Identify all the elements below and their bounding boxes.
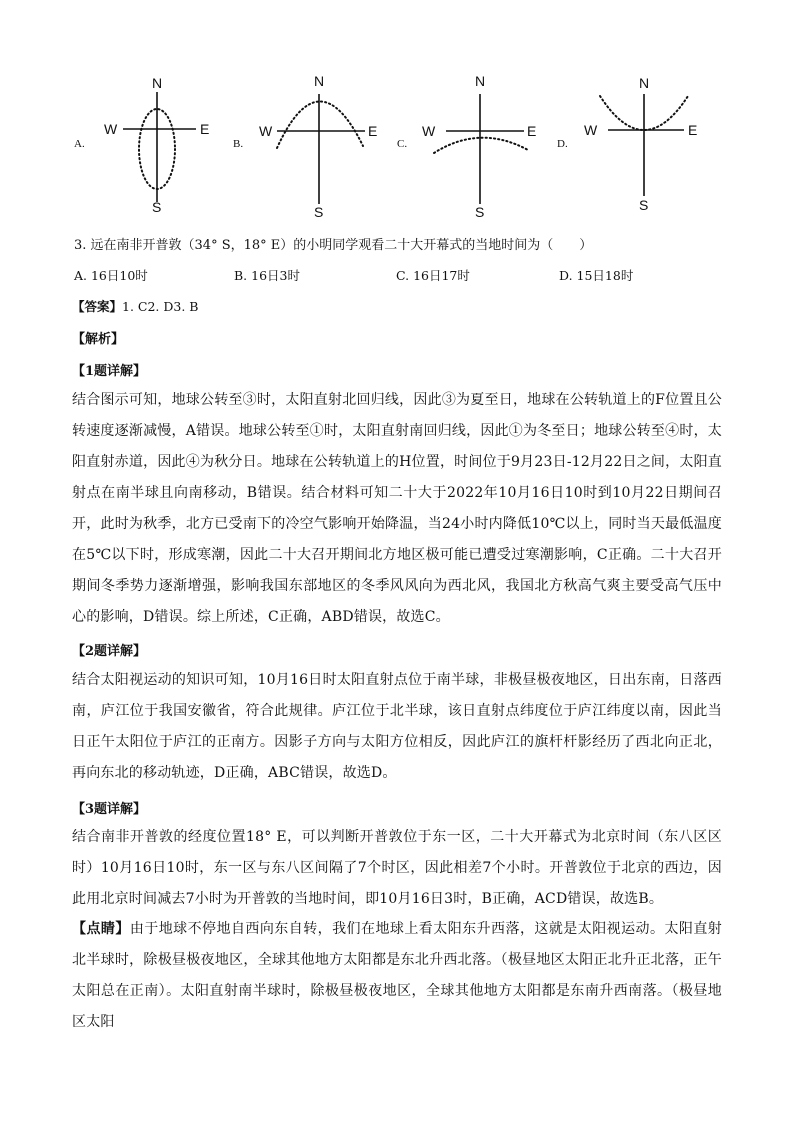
south-label: S [152,199,162,215]
option-b-diagram [255,66,385,220]
sun-path-arc [277,101,363,148]
detail-2-text: 结合太阳视运动的知识可知，10月16日时太阳直射点位于南半球，非极昼极夜地区，日出东南，日落西南，庐江位于我国安徽省，符合此规律。庐江位于北半球，该日直射点纬度位于庐江纬度以南，因此当日正午太阳位于庐江的正南方。因影子方向与太阳方位相反，因此庐江的旗杆杆影经历了西北向正北，再向东北的移动轨迹，D正确，ABC错误，故选D。 [72,672,722,781]
west-label: W [259,123,273,139]
option-a-diagram [96,74,216,214]
north-label: N [639,75,650,91]
tip-paragraph [72,914,722,1038]
answer-text: 1. C2. D3. B [122,299,199,314]
north-label: N [475,73,486,89]
sun-path-arc [434,138,528,153]
choice-d: D. 15日18时 [559,268,634,283]
east-label: E [368,123,378,139]
west-label: W [584,122,598,138]
detail-3-label: 【3题详解】 [72,802,147,817]
option-d-diagram [580,68,710,218]
north-label: N [314,73,325,89]
answer-label: 【答案】 [72,299,123,314]
choice-c: C. 16日17时 [396,268,470,283]
option-c-diagram [420,66,550,220]
detail-3-text: 结合南非开普敦的经度位置18° E，可以判断开普敦位于东一区，二十大开幕式为北京时间（东八区区时）10月16日10时，东一区与东八区间隔了7个时区，因此相差7个小时。开普敦位于北京的西边，因此用北京时间减去7小时为开普敦的当地时间，即10月16日3时，B正确，ACD错误，故选B。 [72,829,722,907]
option-diagrams [0,60,794,230]
choice-b: B. 16日3时 [234,268,300,283]
north-label: N [152,75,163,91]
answer-line [72,297,199,315]
south-label: S [314,204,324,220]
south-label: S [639,197,649,213]
option-a-letter: A. [74,138,85,150]
south-label: S [475,204,485,220]
detail-2-label: 【2题详解】 [72,644,147,659]
east-label: E [527,123,537,139]
question-3-stem: 3. 远在南非开普敦（34° S，18° E）的小明同学观看二十大开幕式的当地时间为（ ） [74,238,593,253]
west-label: W [422,123,436,139]
west-label: W [104,121,118,137]
choice-a: A. 16日10时 [74,268,148,283]
analysis-label: 【解析】 [72,332,125,347]
east-label: E [200,121,210,137]
detail-1-text: 结合图示可知，地球公转至③时，太阳直射北回归线，因此③为夏至日，地球在公转轨道上的F位置且公转速度逐渐减慢，A错误。地球公转至①时，太阳直射南回归线，因此①为冬至日；地球公转至④时，太阳直射赤道，因此④为秋分日。地球在公转轨道上的H位置，时间位于9月23日-12月22日之间，太阳直射点在南半球且向南移动，B错误。结合材料可知二十大于2022年10月16日10时到10月22日期间召开，此时为秋季，北方已受南下的冷空气影响开始降温，当24小时内降低10℃以上，同时当天最低温度在5℃以下时，形成寒潮，因此二十大召开期间北方地区极可能已遭受过寒潮影响，C正确。二十大召开期间冬季势力逐渐增强，影响我国东部地区的冬季风风向为西北风，我国北方秋高气爽主要受高气压中心的影响，D错误。综上所述，C正确，ABD错误，故选C。 [72,392,722,625]
east-label: E [688,122,698,138]
option-d-letter: D. [557,138,568,150]
detail-1-label: 【1题详解】 [72,364,147,379]
tip-text: 由于地球不停地自西向东自转，我们在地球上看太阳东升西落，这就是太阳视运动。太阳直射北半球时，除极昼极夜地区，全球其他地方太阳都是东北升西北落。（极昼地区太阳正北升正北落，正午太阳总在正南）。太阳直射南半球时，除极昼极夜地区，全球其他地方太阳都是东南升西南落。（极昼地区太阳 [72,921,722,1030]
tip-label: 【点睛】 [72,921,130,937]
option-b-letter: B. [233,138,244,150]
option-c-letter: C. [397,138,408,150]
